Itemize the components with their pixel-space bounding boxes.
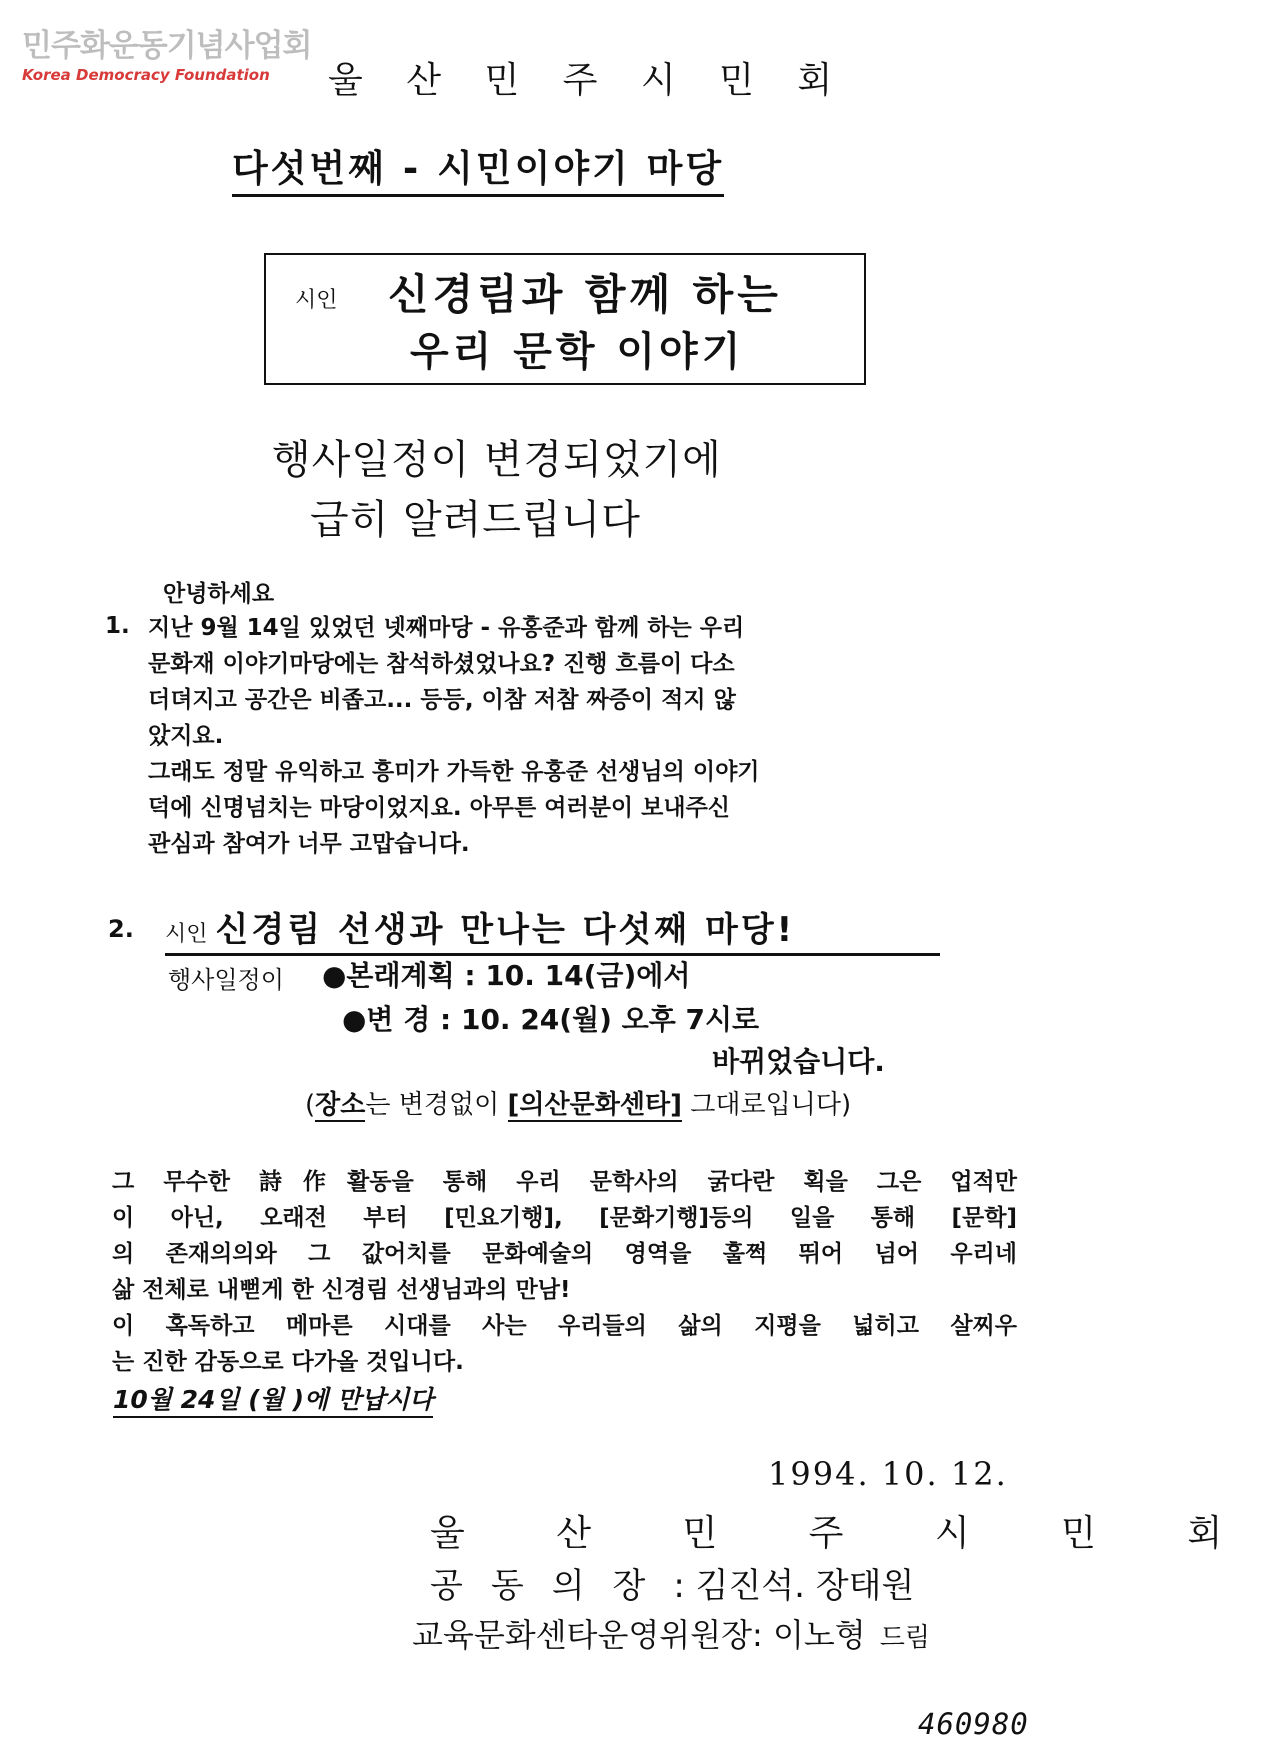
poet-paragraph-line: 의 존재의의와 그 값어치를 문화예술의 영역을 훌쩍 뛰어 넘어 우리네 — [112, 1241, 1017, 1267]
event-subtitle: 다섯번째 - 시민이야기 마당 — [232, 138, 724, 197]
co-chairs — [430, 1558, 914, 1607]
notice-line-1: 행사일정이 변경되었기에 — [272, 437, 722, 483]
item2-title: 신경림 선생과 만나는 다섯째 마당! — [215, 910, 796, 950]
venue-name: [의산문화센타] — [507, 1090, 682, 1120]
schedule-prefix: 행사일정이 — [168, 966, 284, 994]
poet-paragraph-line: 삶 전체로 내뻗게 한 신경림 선생님과의 만남! — [112, 1277, 571, 1303]
schedule-original: ●본래계획 : 10. 14(금)에서 — [322, 959, 691, 992]
closing-word: 드림 — [879, 1623, 930, 1653]
item1-line: 덕에 신명넘치는 마당이었지요. 아무튼 여러분이 보내주신 — [148, 795, 731, 821]
item1-line: 지난 9월 14일 있었던 넷째마당 - 유홍준과 함께 하는 우리 — [148, 615, 745, 641]
education-committee-chair — [412, 1610, 930, 1656]
meeting-date-line: 10월 24일 (월 )에 만납시다 — [113, 1380, 433, 1418]
poet-paragraph-line: 이 혹독하고 메마른 시대를 사는 우리들의 삶의 지평을 넓히고 살찌우 — [112, 1313, 1017, 1339]
document-date: 1994. 10. 12. — [768, 1455, 1008, 1493]
education-chair-label: 교육문화센타운영위원장: 이노형 — [412, 1616, 866, 1654]
title-line-1: 신경림과 함께 하는 — [388, 270, 782, 319]
item1-line: 그래도 정말 유익하고 흥미가 가득한 유홍준 선생님의 이야기 — [148, 759, 760, 785]
venue-paren-open: ( — [305, 1090, 316, 1120]
poet-paragraph-line: 이 아닌, 오래전 부터 [민요기행], [문화기행]등의 일을 통해 [문학] — [112, 1205, 1017, 1231]
title-line-2: 우리 문학 이야기 — [410, 329, 745, 375]
greeting: 안녕하세요 — [163, 581, 275, 607]
poet-paragraph-line: 그 무수한 詩作활동을 통해 우리 문학사의 굵다란 획을 그은 업적만 — [112, 1169, 1017, 1195]
item1-line: 더뎌지고 공간은 비좁고... 등등, 이참 저참 짜증이 적지 않 — [148, 687, 736, 713]
schedule-suffix: 바뀌었습니다. — [712, 1045, 885, 1078]
item2-heading — [165, 902, 940, 956]
notice-line-2: 급히 알려드립니다 — [310, 497, 641, 543]
foundation-watermark-english: Korea Democracy Foundation — [22, 66, 270, 84]
archive-number: 460980 — [918, 1707, 1029, 1741]
organization-name-header: 울 산 민 주 시 민 회 — [328, 60, 849, 101]
item1-paragraph — [148, 610, 760, 862]
poet-tag: 시인 — [295, 288, 338, 313]
venue-word: 장소 — [315, 1090, 366, 1120]
item1-line: 문화재 이야기마당에는 참석하셨었나요? 진행 흐름이 다소 — [148, 651, 735, 677]
co-chairs-label: 공동의장 — [430, 1566, 674, 1606]
item2-number: 2. — [108, 915, 134, 943]
item2-poet-tag: 시인 — [165, 922, 208, 947]
venue-mid: 는 변경없이 — [365, 1090, 508, 1120]
poet-paragraph-line: 는 진한 감동으로 다가올 것입니다. — [112, 1349, 464, 1375]
poet-paragraph — [112, 1164, 1017, 1380]
co-chairs-names: : 김진석. 장태원 — [673, 1566, 915, 1606]
item1-line: 관심과 참여가 너무 고맙습니다. — [148, 831, 470, 857]
organization-name-signature: 울 산 민 주 시 민 회 — [430, 1513, 1262, 1554]
venue-close: 그대로입니다) — [681, 1090, 852, 1120]
foundation-watermark-korean: 민주화운동기념사업회 — [22, 28, 312, 64]
item1-number: 1. — [105, 613, 130, 639]
schedule-changed: ●변 경 : 10. 24(월) 오후 7시로 — [342, 1003, 760, 1036]
item1-line: 았지요. — [148, 723, 224, 749]
venue-note — [305, 1084, 851, 1121]
